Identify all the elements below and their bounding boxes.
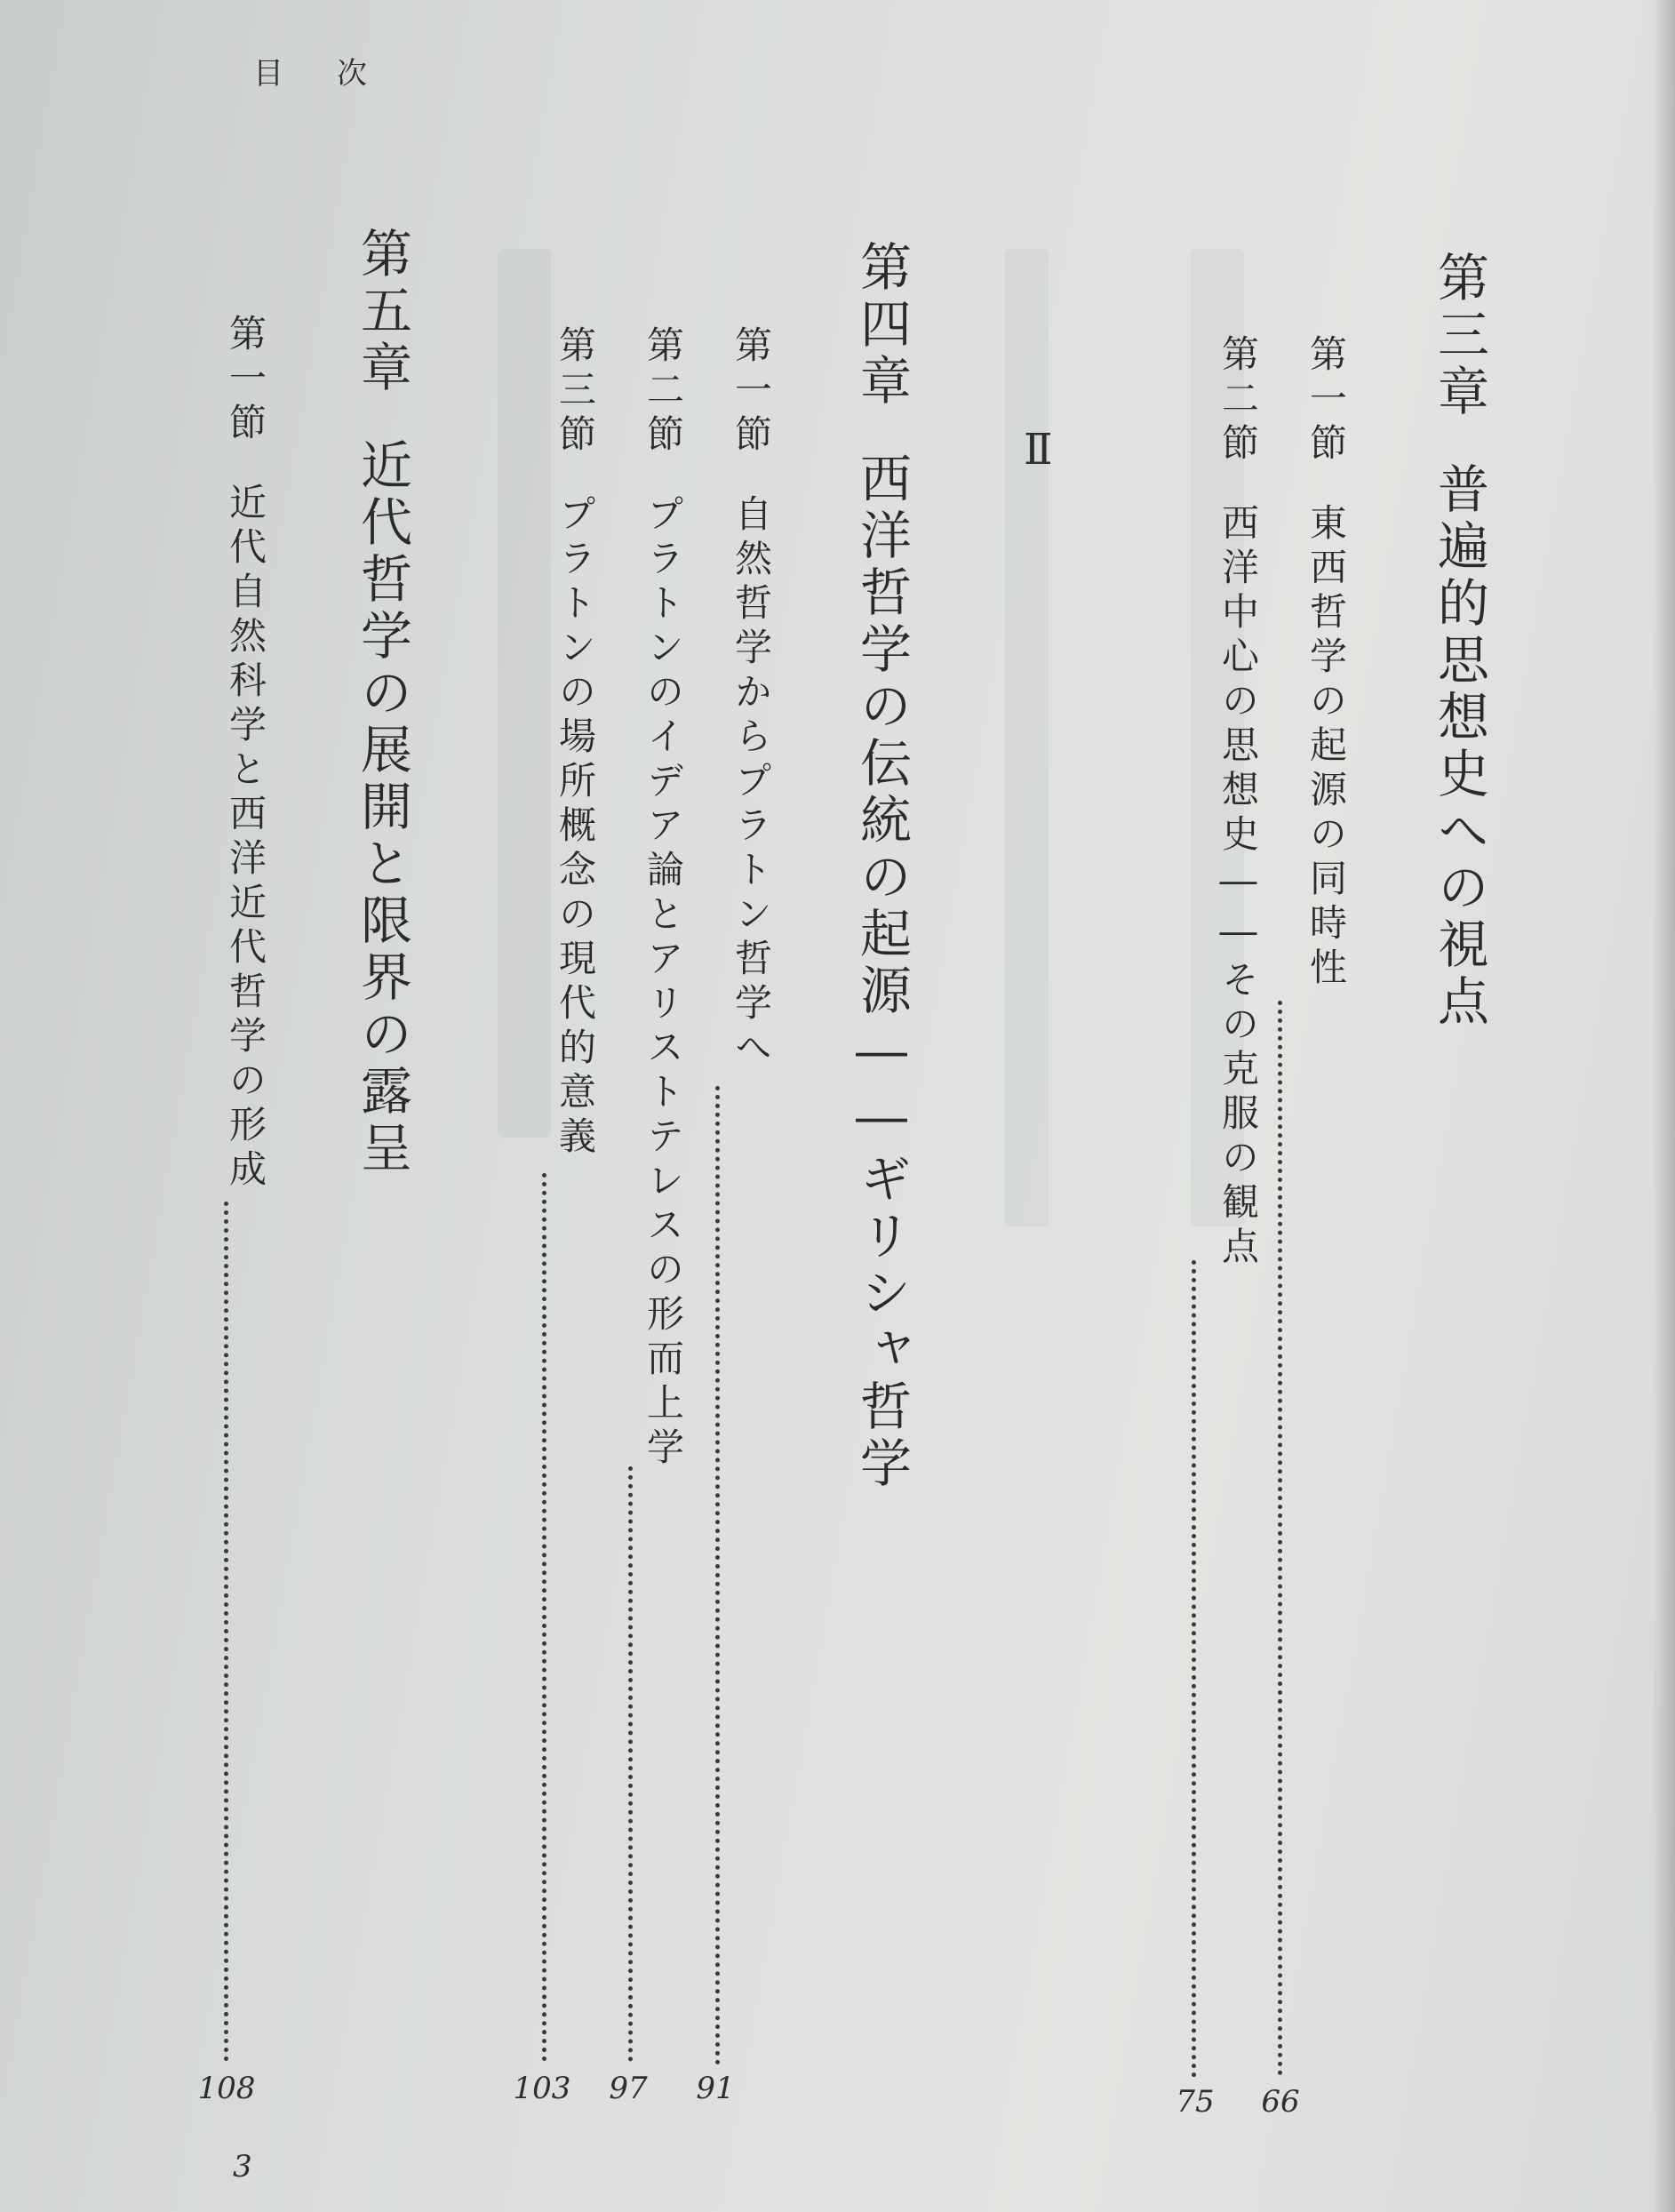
dot-leader (542, 1173, 546, 2062)
section-title: プラトンのイデア論とアリストテレスの形而上学 (642, 494, 685, 1472)
chapter-5-section-1 (219, 314, 272, 1194)
chapter-4-heading (844, 240, 919, 1493)
section-label: 第二節 (642, 325, 685, 459)
page-edge-shadow (1652, 0, 1675, 2212)
chapter-4-section-2 (636, 325, 690, 1472)
chapter-4-section-3 (548, 325, 602, 1161)
section-title: 東西哲学の起源の同時性 (1304, 503, 1348, 992)
chapter-4-section-1 (724, 325, 778, 1072)
page-number: 75 (1176, 2084, 1215, 2120)
section-title: 近代自然科学と西洋近代哲学の形成 (224, 483, 267, 1194)
page-number: 97 (609, 2071, 648, 2106)
chapter-label: 第五章 (352, 227, 412, 397)
dot-leader (1278, 1001, 1282, 2076)
chapter-3-section-2 (1211, 334, 1264, 1271)
toc-header: 目次 (253, 56, 420, 92)
show-through (1004, 249, 1049, 1226)
chapter-3-section-1 (1299, 334, 1352, 992)
page-number: 103 (513, 2071, 571, 2106)
dot-leader (1192, 1260, 1196, 2078)
section-title: プラトンの場所概念の現代的意義 (554, 494, 597, 1161)
chapter-title: 西洋哲学の伝統の起源――ギリシャ哲学 (851, 451, 912, 1493)
part-marker: Ⅱ (1024, 425, 1053, 475)
dot-leader (715, 1086, 720, 2065)
section-label: 第一節 (730, 325, 773, 459)
page-number: 66 (1261, 2084, 1300, 2120)
dot-leader (628, 1466, 633, 2062)
show-through (498, 249, 551, 1138)
section-label: 第一節 (1304, 334, 1348, 467)
chapter-label: 第四章 (851, 240, 912, 411)
section-title: 西洋中心の思想史――その克服の観点 (1216, 503, 1260, 1271)
chapter-title: 近代哲学の展開と限界の露呈 (352, 438, 412, 1178)
chapter-title: 普遍的思想史への視点 (1429, 462, 1489, 1031)
section-label: 第三節 (554, 325, 597, 459)
page-number: 91 (696, 2071, 735, 2106)
folio-page-number: 3 (233, 2149, 252, 2184)
section-label: 第二節 (1216, 334, 1260, 467)
section-title: 自然哲学からプラトン哲学へ (730, 494, 773, 1072)
chapter-3-heading (1422, 251, 1496, 1031)
dot-leader (224, 1202, 228, 2062)
chapter-5-heading (345, 227, 419, 1178)
section-label: 第一節 (224, 314, 267, 447)
chapter-label: 第三章 (1429, 251, 1489, 421)
page-number: 108 (197, 2071, 256, 2106)
